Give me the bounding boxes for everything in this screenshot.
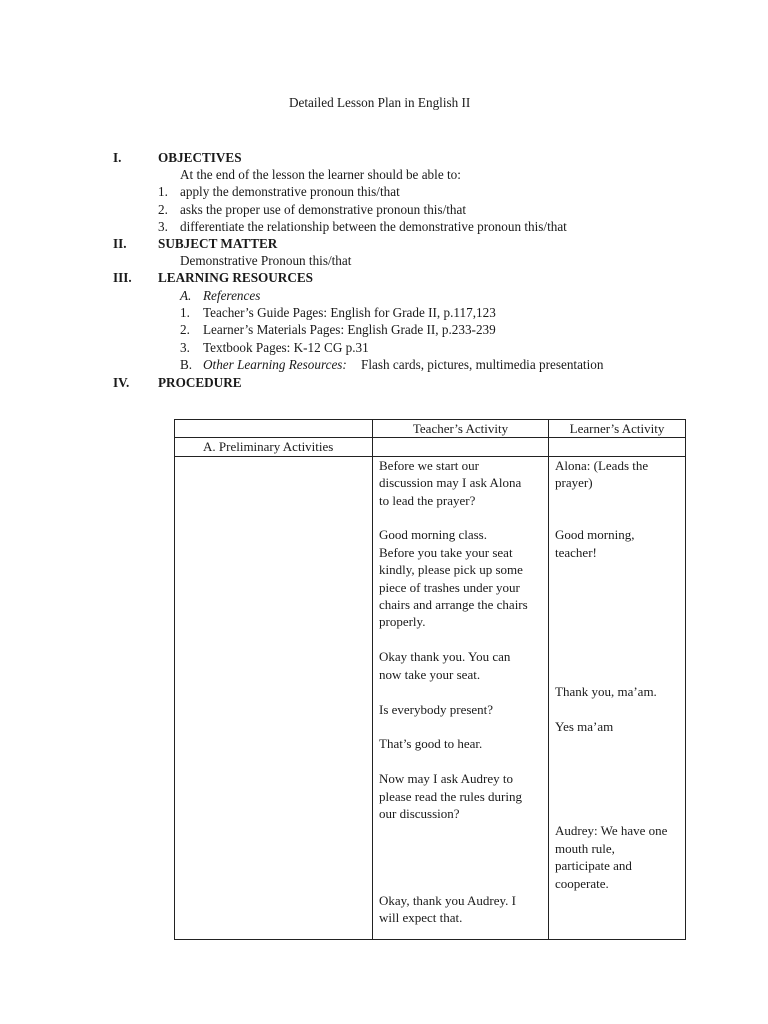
objective-item-text: differentiate the relationship between the demonstrative pronoun this/that — [180, 219, 567, 234]
resource-item-text: Learner’s Materials Pages: English Grade II, p.233-239 — [203, 322, 496, 337]
teacher-activity-cell — [373, 456, 549, 939]
subject-matter-heading: SUBJECT MATTER — [158, 236, 278, 251]
objective-item-text: apply the demonstrative pronoun this/that — [180, 184, 400, 199]
table-header-cell — [175, 420, 373, 438]
subject-matter-numeral: II. — [113, 236, 127, 251]
subject-matter-text: Demonstrative Pronoun this/that — [180, 253, 352, 268]
references-text: References — [203, 288, 261, 303]
table-header-cell: Learner’s Activity — [549, 420, 686, 438]
table-row — [175, 438, 686, 456]
resource-item-text: Textbook Pages: K-12 CG p.31 — [203, 340, 369, 355]
resource-item-number: 2. — [180, 322, 190, 337]
table-header-cell: Teacher’s Activity — [373, 420, 549, 438]
objectives-numeral: I. — [113, 150, 122, 165]
learner-activity-text: Alona: (Leads the prayer) Good morning, teacher! Thank you, ma’am. Yes ma’am Audrey: We have one mouth rule, participate and cooperate. — [555, 457, 668, 891]
resource-item-text: Teacher’s Guide Pages: English for Grade II, p.117,123 — [203, 305, 496, 320]
page-title: Detailed Lesson Plan in English II — [289, 95, 471, 110]
objective-item-number: 3. — [158, 219, 168, 234]
teacher-activity-text: Before we start our discussion may I ask Alona to lead the prayer? Good morning class. Before you take your seat kindly, please pick up some piece of trashes under your chairs and arrange the chairs properly. Okay thank you. You can now take your seat. Is everybody present? That’s good to hear. Now may I ask Audrey to please read the rules during our discussion? Okay, thank you Audrey. I will expect that. — [379, 457, 528, 926]
objectives-heading: OBJECTIVES — [158, 150, 242, 165]
objective-item-number: 2. — [158, 202, 168, 217]
other-resources-italic: Other Learning Resources: — [203, 357, 347, 372]
preliminary-activities-label: A. Preliminary Activities — [175, 438, 373, 456]
empty-cell — [175, 456, 373, 939]
procedure-numeral: IV. — [113, 375, 130, 390]
table-row — [175, 456, 686, 939]
procedure-heading: PROCEDURE — [158, 375, 242, 390]
empty-cell — [373, 438, 549, 456]
objective-item-text: asks the proper use of demonstrative pronoun this/that — [180, 202, 467, 217]
objective-item-number: 1. — [158, 184, 168, 199]
learning-resources-numeral: III. — [113, 270, 132, 285]
procedure-table — [174, 419, 686, 940]
references-label: A. — [180, 288, 192, 303]
resource-item-number: 3. — [180, 340, 190, 355]
empty-cell — [549, 438, 686, 456]
objectives-intro: At the end of the lesson the learner should be able to: — [180, 167, 461, 182]
learning-resources-heading: LEARNING RESOURCES — [158, 270, 313, 285]
learner-activity-cell — [549, 456, 686, 939]
other-resources-text: Flash cards, pictures, multimedia presentation — [361, 357, 604, 372]
table-header-row — [175, 420, 686, 438]
resource-item-number: 1. — [180, 305, 190, 320]
other-resources-label: B. — [180, 357, 193, 372]
